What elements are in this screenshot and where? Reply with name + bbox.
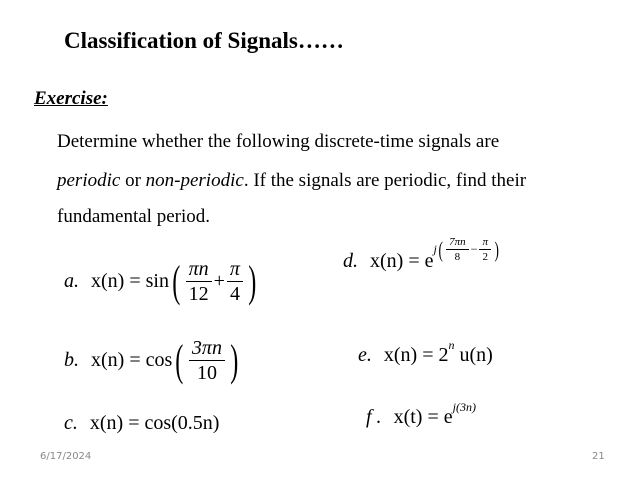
fraction-numerator: 7πn (446, 236, 469, 250)
or-word: or (120, 170, 146, 191)
exponent-fraction-2 (479, 236, 491, 263)
equation-b-label: b. (64, 349, 79, 371)
equation-f-exponent: j(3n) (452, 400, 476, 414)
equation-f-label: f . (366, 406, 382, 428)
instruction-line-1: Determine whether the following discrete-time signals are (57, 131, 500, 152)
equation-e-label: e. (358, 344, 372, 366)
close-paren: ) (494, 236, 499, 262)
fraction-numerator: π (479, 236, 491, 250)
equation-d-exponent (433, 236, 500, 263)
instruction-line-2 (57, 170, 526, 192)
equation-c-lhs: x(n) = cos(0.5n) (89, 412, 220, 434)
equation-e-lhs: x(n) = 2 (383, 344, 449, 366)
minus-sign: − (470, 242, 478, 257)
equation-c (64, 412, 219, 435)
equation-d-label: d. (343, 250, 358, 273)
fraction-denominator: 4 (229, 283, 240, 305)
instruction-line-2-rest: . If the signals are periodic, find their (243, 170, 527, 191)
equation-a-label: a. (64, 270, 79, 292)
exponent-fraction-1 (446, 236, 469, 263)
equation-f (366, 400, 476, 429)
close-paren: ) (230, 335, 239, 385)
equation-e-exponent: n (448, 338, 455, 352)
open-paren: ( (438, 236, 443, 262)
fraction-numerator: πn (186, 258, 212, 282)
footer-date: 6/17/2024 (40, 451, 92, 462)
exercise-heading: Exercise: (34, 88, 108, 109)
exponent-j: j (433, 242, 437, 257)
equation-a-lhs: x(n) = sin (91, 270, 169, 292)
equation-a-fraction-1 (186, 258, 212, 305)
close-paren: ) (248, 256, 257, 306)
equation-a-fraction-2 (227, 258, 243, 305)
equation-e (358, 338, 493, 367)
non-periodic-term: non-periodic (145, 170, 244, 191)
equation-c-label: c. (64, 412, 78, 434)
equation-d-lhs: x(n) = e (370, 250, 434, 273)
slide-title: Classification of Signals…… (64, 28, 344, 53)
open-paren: ( (172, 256, 181, 306)
fraction-denominator: 12 (188, 283, 209, 305)
fraction-denominator: 10 (196, 362, 217, 384)
fraction-numerator: π (227, 258, 243, 282)
equation-b-lhs: x(n) = cos (91, 349, 173, 371)
equation-e-rest: u(n) (459, 344, 493, 366)
plus-sign: + (213, 270, 225, 292)
fraction-denominator: 2 (482, 251, 488, 264)
open-paren: ( (175, 335, 184, 385)
equation-b (64, 337, 242, 384)
fraction-numerator: 3πn (189, 337, 225, 361)
equation-b-fraction (189, 337, 225, 384)
fraction-denominator: 8 (454, 251, 461, 264)
instruction-line-3: fundamental period. (57, 206, 211, 227)
equation-a (64, 258, 260, 305)
periodic-term: periodic (57, 170, 121, 191)
equation-f-lhs: x(t) = e (393, 406, 453, 428)
page-number: 21 (592, 451, 605, 462)
